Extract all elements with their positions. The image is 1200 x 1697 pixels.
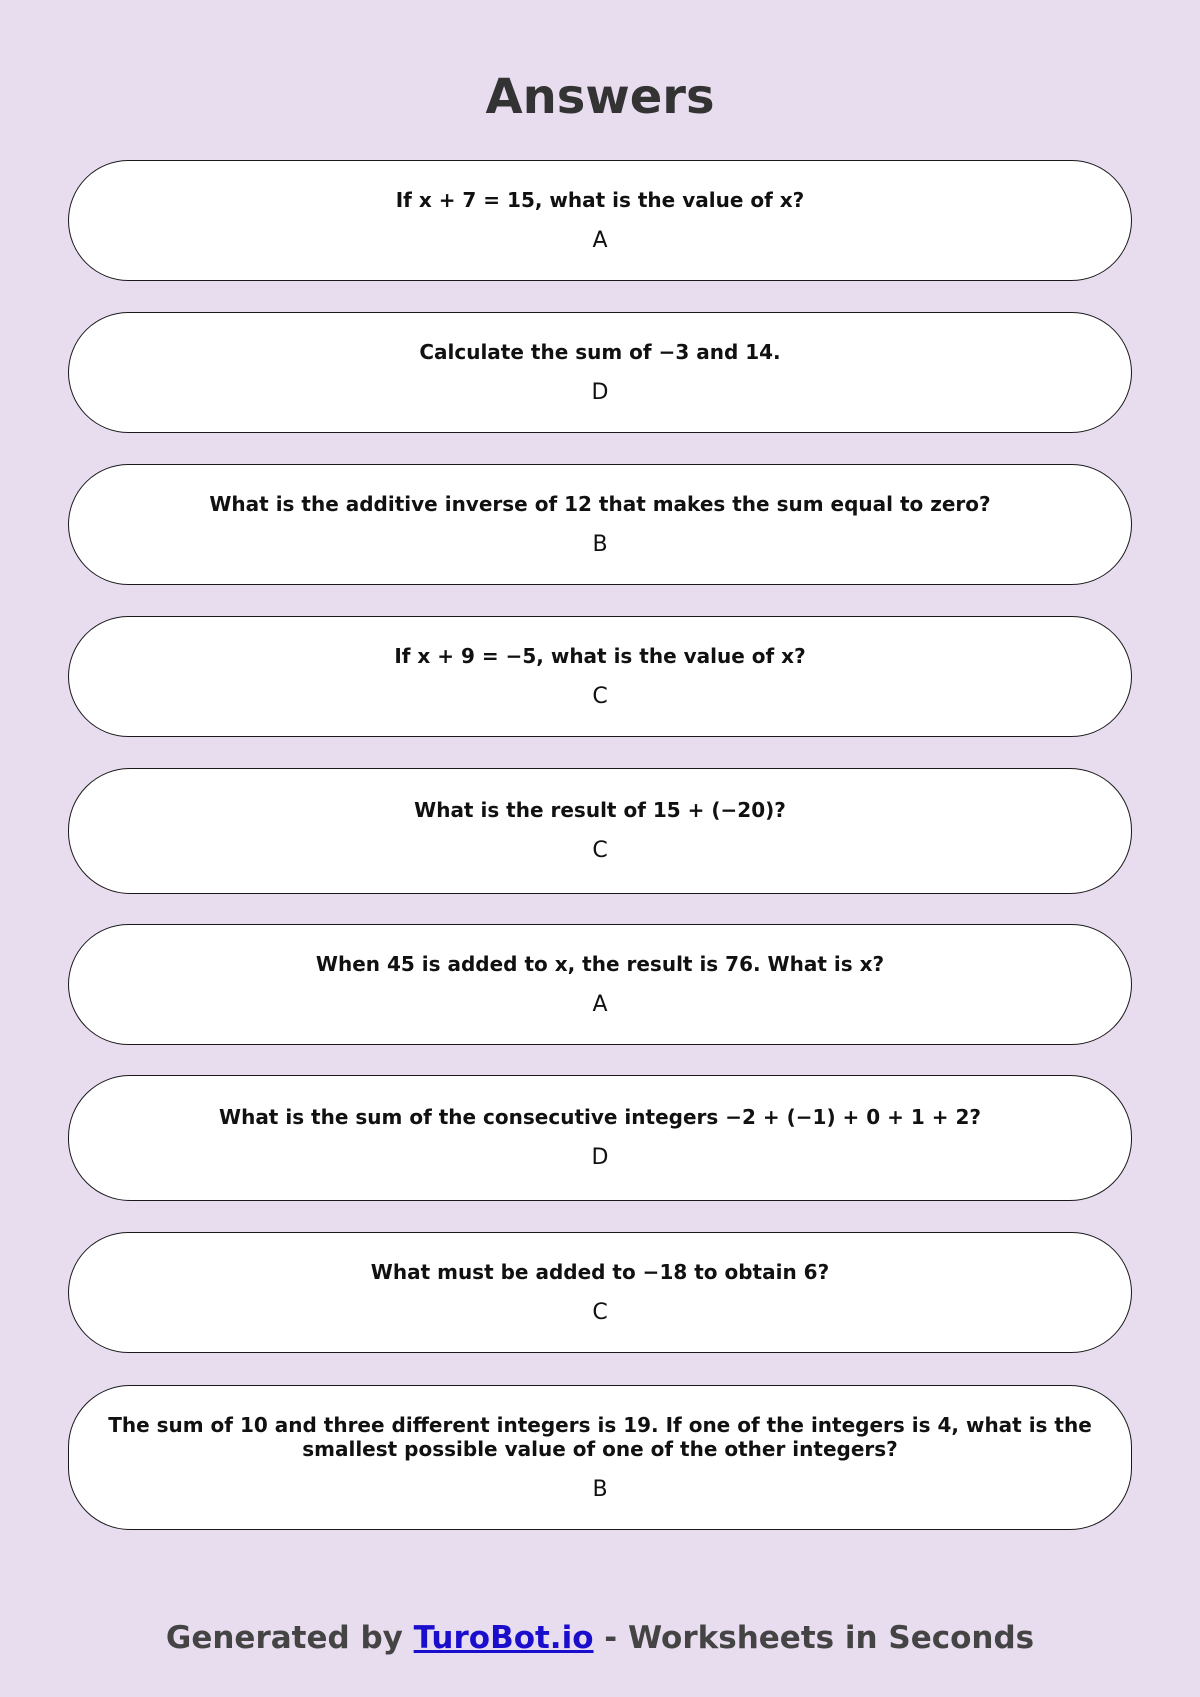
answer-letter: A xyxy=(592,991,608,1017)
question-text: What is the result of 15 + (−20)? xyxy=(414,798,786,822)
footer-prefix: Generated by xyxy=(165,1620,414,1656)
answer-card-9 xyxy=(68,1385,1132,1530)
question-text: When 45 is added to x, the result is 76. What is x? xyxy=(315,951,885,976)
question-text: Calculate the sum of −3 and 14. xyxy=(419,339,781,364)
answer-card-3 xyxy=(68,464,1132,585)
answer-card-2 xyxy=(68,312,1132,433)
answer-card-6 xyxy=(68,924,1132,1045)
answer-letter: D xyxy=(591,379,609,405)
question-text: What is the sum of the consecutive integers −2 + (−1) + 0 + 1 + 2? xyxy=(219,1105,981,1129)
answer-letter: C xyxy=(592,838,608,863)
page-title: Answers xyxy=(485,69,715,125)
question-text: If x + 7 = 15, what is the value of x? xyxy=(395,187,805,212)
footer xyxy=(0,1618,1200,1658)
answer-letter: B xyxy=(592,1476,608,1502)
question-text: If x + 9 = −5, what is the value of x? xyxy=(394,643,806,668)
footer-suffix: - Worksheets in Seconds xyxy=(593,1620,1035,1656)
answer-card-5 xyxy=(68,768,1132,894)
answer-letter: D xyxy=(591,1145,609,1170)
answer-letter: C xyxy=(592,683,608,709)
answer-letter: C xyxy=(592,1299,608,1325)
question-text: What must be added to −18 to obtain 6? xyxy=(370,1259,830,1284)
answer-letter: B xyxy=(592,531,608,557)
answer-card-7 xyxy=(68,1075,1132,1201)
answer-card-4 xyxy=(68,616,1132,737)
question-text: The sum of 10 and three different integers is 19. If one of the integers is 4, what is the smallest possible value of one of the other integers? xyxy=(108,1412,1092,1461)
answer-letter: A xyxy=(592,227,608,253)
turobot-link[interactable]: TuroBot.io xyxy=(413,1620,594,1656)
answer-card-8 xyxy=(68,1232,1132,1353)
question-text: What is the additive inverse of 12 that makes the sum equal to zero? xyxy=(209,491,991,516)
answer-card-1 xyxy=(68,160,1132,281)
